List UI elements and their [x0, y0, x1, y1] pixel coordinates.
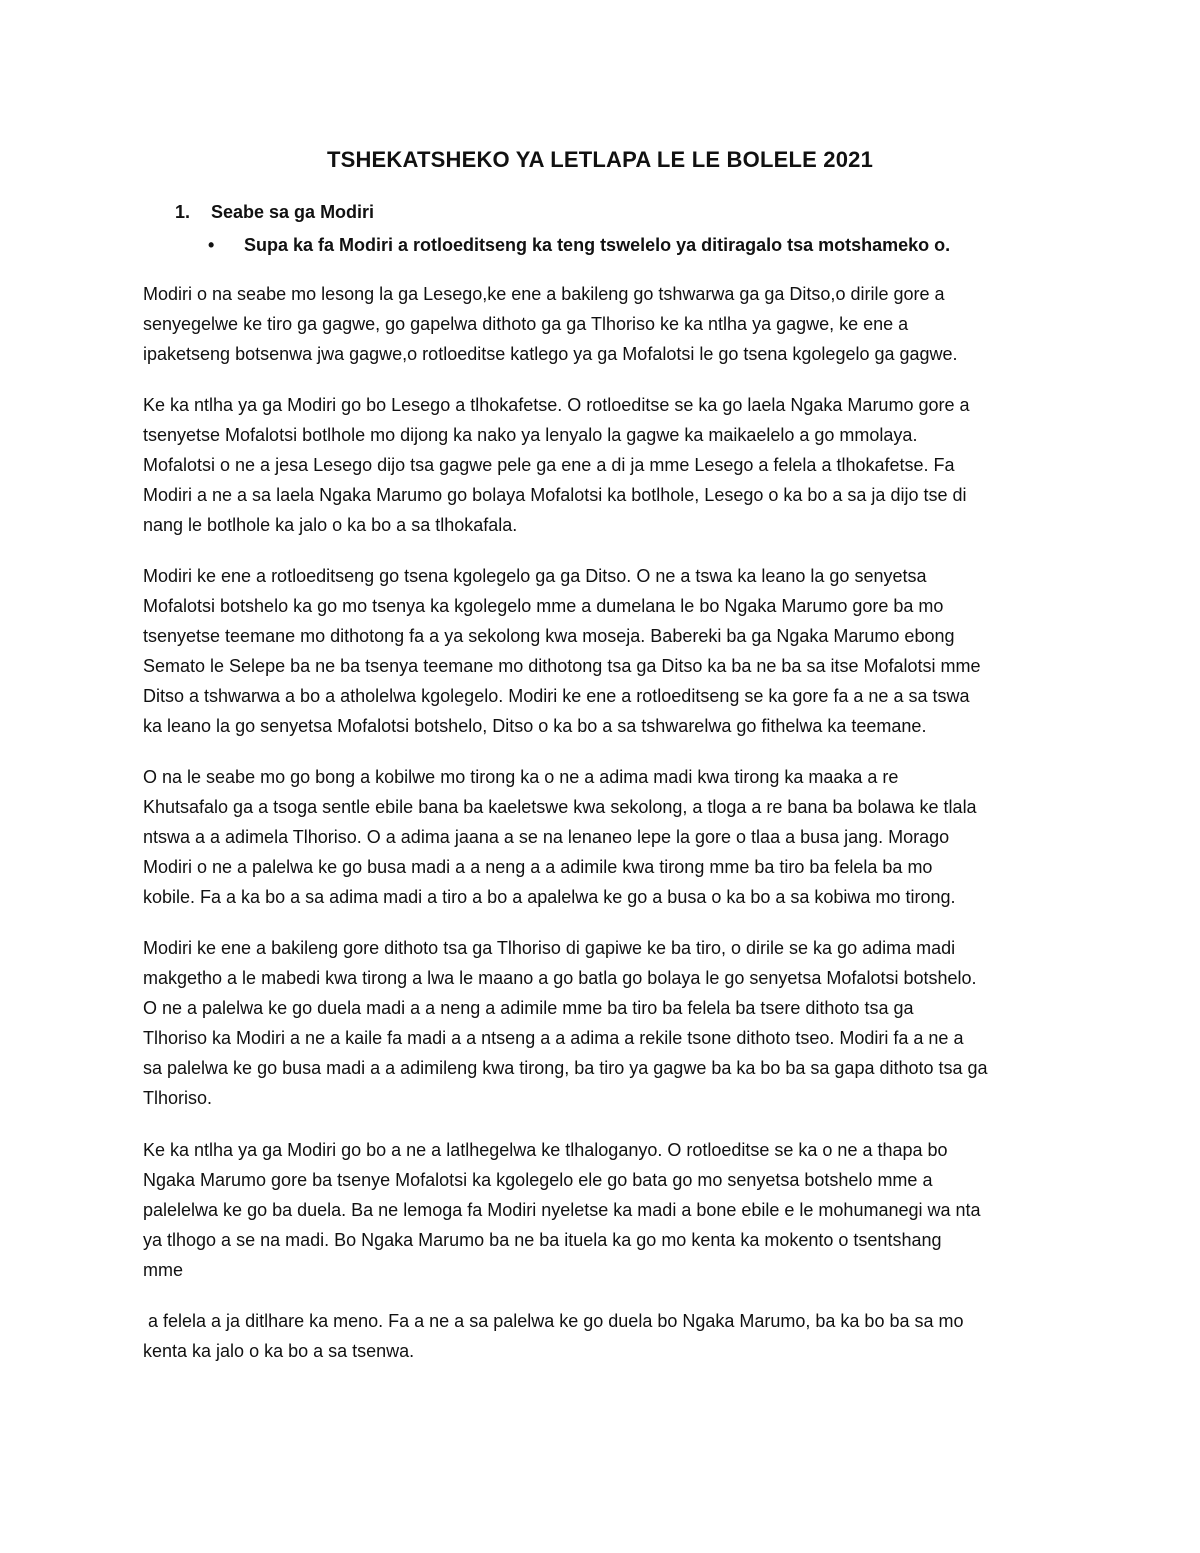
paragraph-line: Semato le Selepe ba ne ba tsenya teemane mo dithotong tsa ga Ditso ka ba ne ba sa itse Mofalotsi mme	[143, 656, 981, 676]
paragraph-line: palelelwa ke go ba duela. Ba ne lemoga fa Modiri nyeletse ka madi a bone ebile e le mohumanegi wa nta	[143, 1200, 981, 1220]
paragraph-line: Ke ka ntlha ya ga Modiri go bo Lesego a tlhokafetse. O rotloeditse se ka go laela Ngaka Marumo gore a	[143, 395, 970, 415]
paragraph-line: ka leano la go senyetsa Mofalotsi botshelo, Ditso o ka bo a sa tshwarelwa go fithelwa ka teemane.	[143, 716, 927, 736]
paragraph-line: Modiri o na seabe mo lesong la ga Lesego,ke ene a bakileng go tshwarwa ga ga Ditso,o dirile gore a	[143, 284, 945, 304]
paragraph-line: kobile. Fa a ka bo a sa adima madi a tiro a bo a apalelwa ke go a busa o ka bo a sa kobiwa mo tirong.	[143, 887, 956, 907]
paragraph-5	[143, 933, 1063, 1113]
paragraph-line: senyegelwe ke tiro ga gagwe, go gapelwa dithoto ga ga Tlhoriso ke ka ntlha ya gagwe, ke ene a	[143, 314, 909, 334]
paragraph-line: mme	[143, 1260, 183, 1280]
bullet-text: Supa ka fa Modiri a rotloeditseng ka teng tswelelo ya ditiragalo tsa motshameko o.	[244, 235, 951, 255]
paragraph-3	[143, 561, 1063, 741]
paragraph-line: sa palelwa ke go busa madi a a adimileng kwa tirong, ba tiro ya gagwe ba ka bo ba sa gapa dithoto tsa ga	[143, 1058, 988, 1078]
paragraph-line: a felela a ja ditlhare ka meno. Fa a ne a sa palelwa ke go duela bo Ngaka Marumo, ba ka bo ba sa mo	[143, 1311, 964, 1331]
paragraph-line: ipaketseng botsenwa jwa gagwe,o rotloeditse katlego ya ga Mofalotsi le go tsena kgolegelo ga gagwe.	[143, 344, 958, 364]
paragraph-line: Modiri ke ene a rotloeditseng go tsena kgolegelo ga ga Ditso. O ne a tswa ka leano la go senyetsa	[143, 566, 927, 586]
paragraph-line: Modiri o ne a palelwa ke go busa madi a a neng a a adimile kwa tirong mme ba tiro ba felela ba mo	[143, 857, 933, 877]
paragraph-line: Ngaka Marumo gore ba tsenye Mofalotsi ka kgolegelo ele go bata go mo senyetsa botshelo mme a	[143, 1170, 933, 1190]
section-number: 1.	[175, 202, 191, 222]
paragraph-line: tsenyetse teemane mo dithotong fa a ya sekolong kwa moseja. Babereki ba ga Ngaka Marumo ebong	[143, 626, 955, 646]
paragraph-line: Modiri ke ene a bakileng gore dithoto tsa ga Tlhoriso di gapiwe ke ba tiro, o dirile se ka go adima madi	[143, 938, 956, 958]
paragraph-line: Tlhoriso.	[143, 1088, 213, 1108]
paragraph-line: Ke ka ntlha ya ga Modiri go bo a ne a latlhegelwa ke tlhaloganyo. O rotloeditse se ka o ne a thapa bo	[143, 1140, 948, 1160]
paragraph-7	[143, 1306, 1063, 1366]
paragraph-line: ya tlhogo a se na madi. Bo Ngaka Marumo ba ne ba ituela ka go mo kenta ka mokento o tsentshang	[143, 1230, 942, 1250]
paragraph-1	[143, 279, 1063, 369]
paragraph-2	[143, 390, 1063, 540]
paragraph-line: Mofalotsi o ne a jesa Lesego dijo tsa gagwe pele ga ene a di ja mme Lesego a felela a tlhokafetse. Fa	[143, 455, 955, 475]
bullet-dot-icon: •	[208, 235, 215, 255]
paragraph-line: O ne a palelwa ke go duela madi a a neng a adimile mme ba tiro ba felela ba tsere dithoto tsa ga	[143, 998, 914, 1018]
section-heading-text: Seabe sa ga Modiri	[211, 202, 375, 222]
paragraph-line: Ditso a tshwarwa a bo a atholelwa kgolegelo. Modiri ke ene a rotloeditseng se ka gore fa a ne a sa tswa	[143, 686, 970, 706]
paragraph-4	[143, 762, 1063, 912]
paragraph-line: Modiri a ne a sa laela Ngaka Marumo go bolaya Mofalotsi ka botlhole, Lesego o ka bo a sa ja dijo tse di	[143, 485, 967, 505]
paragraph-line: Tlhoriso ka Modiri a ne a kaile fa madi a a ntseng a a adima a rekile tsone dithoto tseo. Modiri fa a ne a	[143, 1028, 964, 1048]
paragraph-line: Mofalotsi botshelo ka go mo tsenya ka kgolegelo mme a dumelana le bo Ngaka Marumo gore ba mo	[143, 596, 944, 616]
paragraph-line: tsenyetse Mofalotsi botlhole mo dijong ka nako ya lenyalo la gagwe ka maikaelelo a go mmolaya.	[143, 425, 918, 445]
document-title: TSHEKATSHEKO YA LETLAPA LE LE BOLELE 2021	[326, 147, 874, 172]
paragraph-line: makgetho a le mabedi kwa tirong a lwa le maano a go batla go bolaya le go senyetsa Mofalotsi botshelo.	[143, 968, 977, 988]
paragraph-6	[143, 1135, 1063, 1285]
paragraph-line: kenta ka jalo o ka bo a sa tsenwa.	[143, 1341, 415, 1361]
paragraph-line: nang le botlhole ka jalo o ka bo a sa tlhokafala.	[143, 515, 518, 535]
paragraph-line: ntswa a a adimela Tlhoriso. O a adima jaana a se na lenaneo lepe la gore o tlaa a busa jang. Morago	[143, 827, 950, 847]
paragraph-line: Khutsafalo ga a tsoga sentle ebile bana ba kaeletswe kwa sekolong, a tloga a re bana ba bolawa ke tlala	[143, 797, 977, 817]
paragraph-line: O na le seabe mo go bong a kobilwe mo tirong ka o ne a adima madi kwa tirong ka maaka a re	[143, 767, 899, 787]
